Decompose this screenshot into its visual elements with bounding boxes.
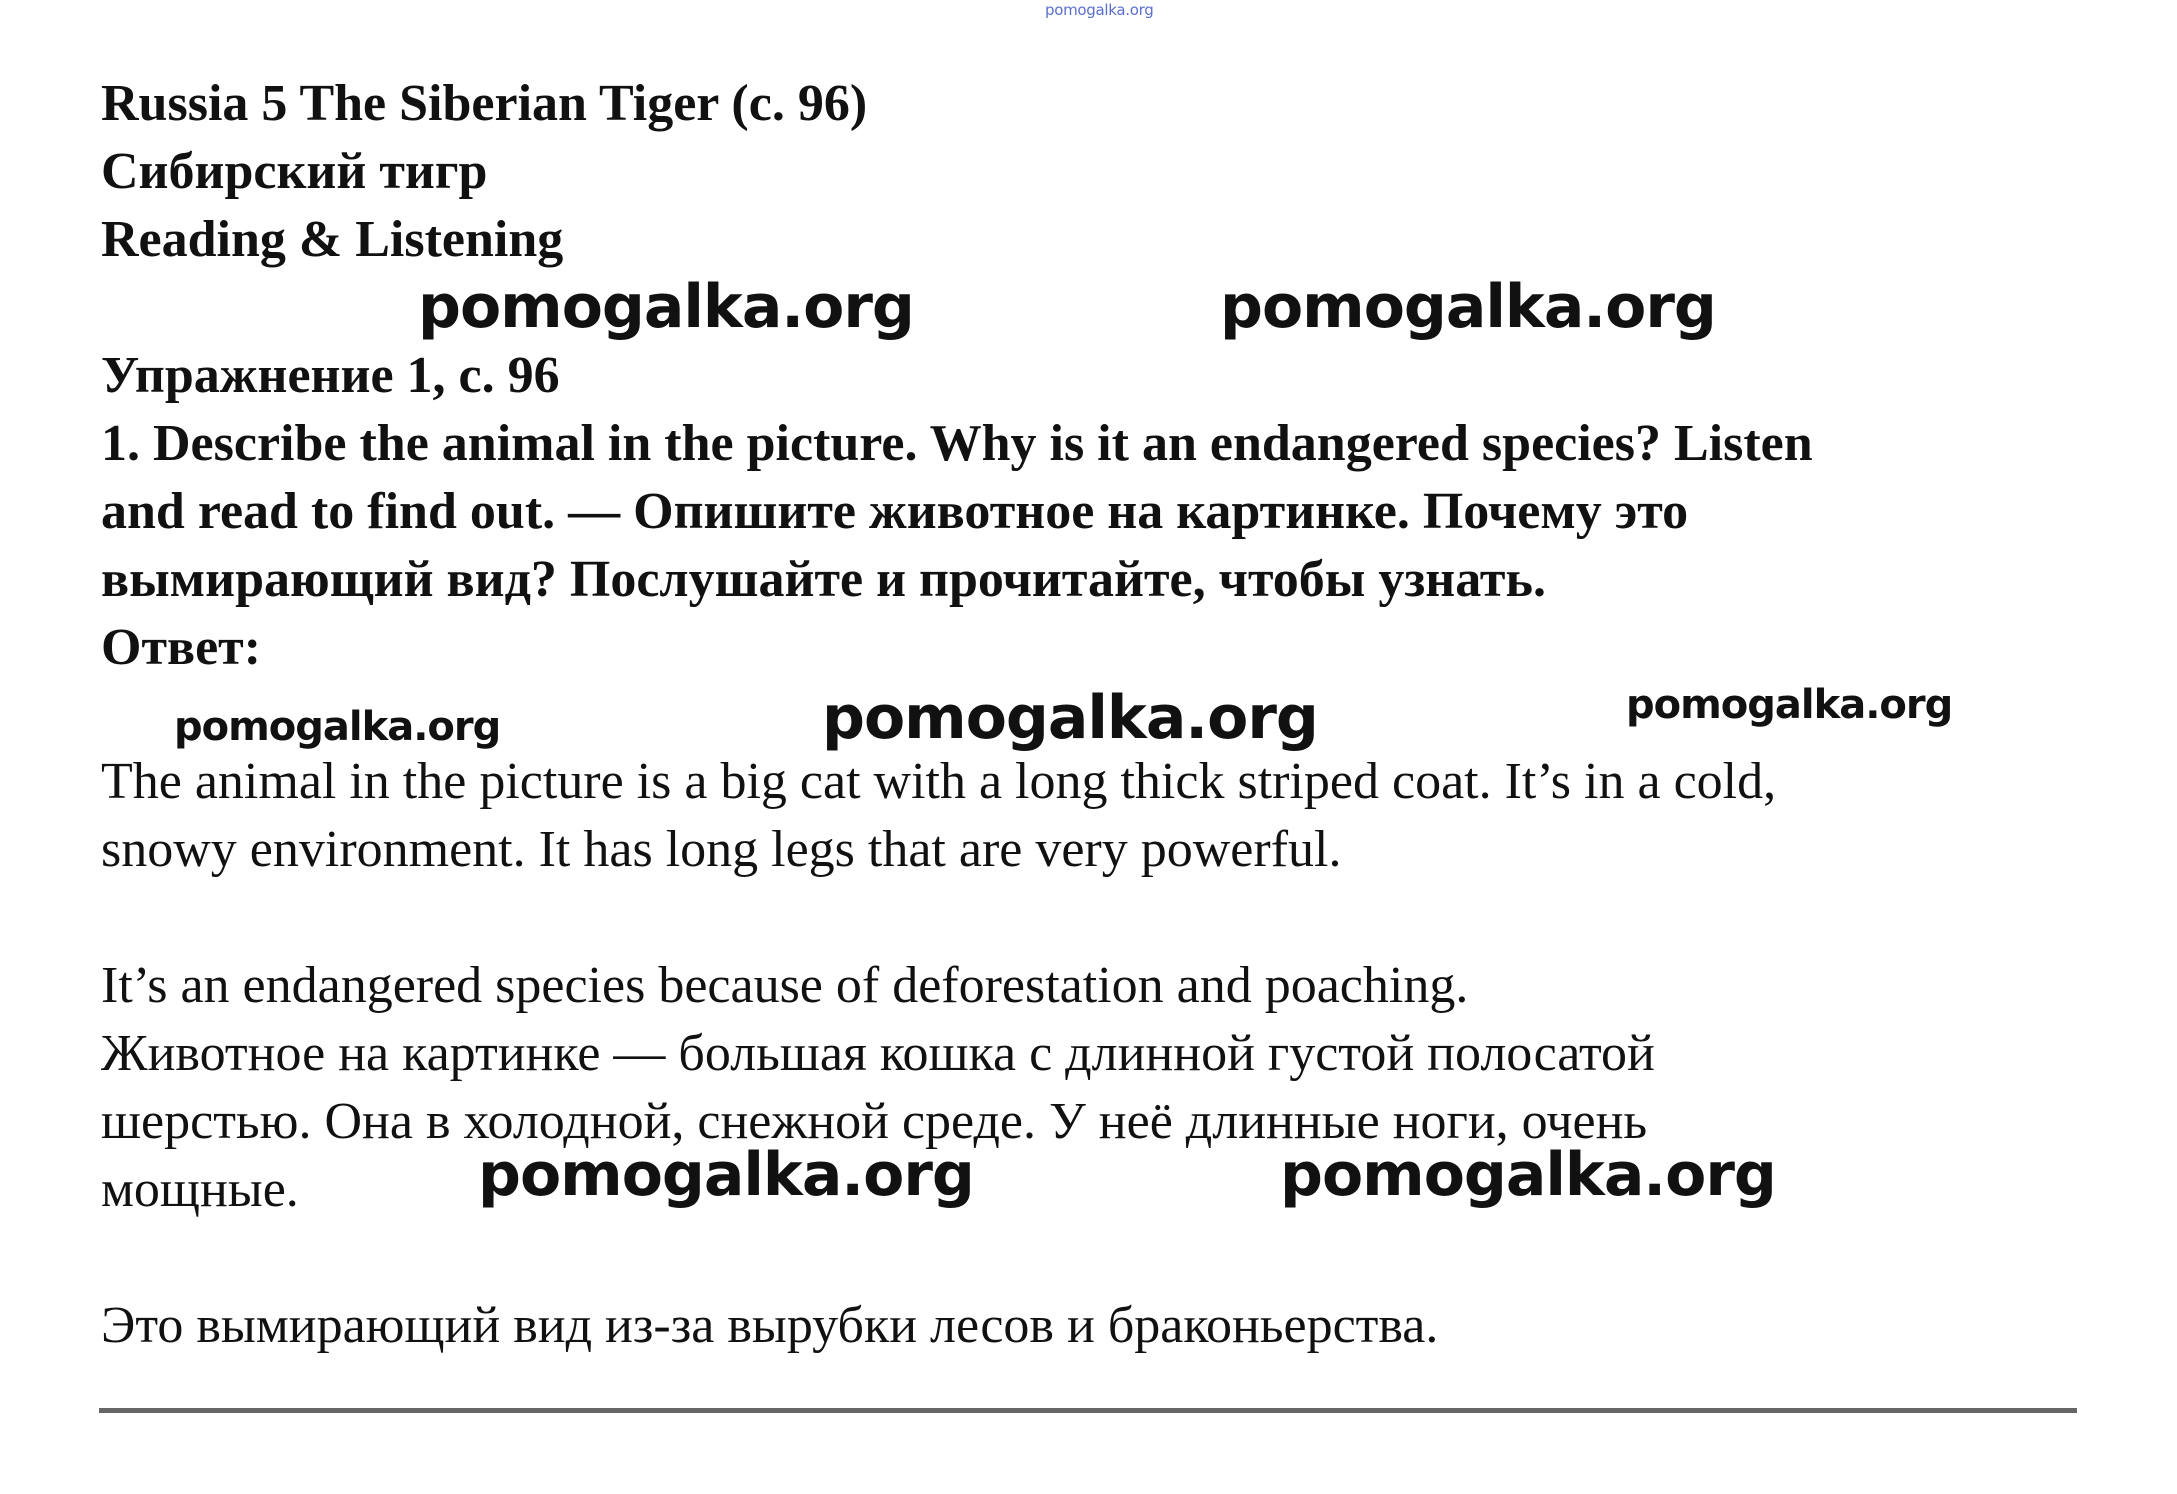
watermark: pomogalka.org [1626, 682, 1953, 728]
answer-line: snowy environment. It has long legs that are very powerful. [101, 821, 1342, 878]
exercise-label: Упражнение 1, с. 96 [101, 347, 560, 404]
page-subtitle: Сибирский тигр [101, 143, 488, 200]
answer-label: Ответ: [101, 619, 262, 676]
answer-line: Это вымирающий вид из-за вырубки лесов и браконьерства. [101, 1297, 1439, 1354]
watermark: pomogalka.org [478, 1140, 974, 1210]
answer-line: It’s an endangered species because of deforestation and poaching. [101, 957, 1469, 1014]
task-line: вымирающий вид? Послушайте и прочитайте, чтобы узнать. [101, 551, 1546, 608]
watermark: pomogalka.org [1280, 1140, 1776, 1210]
answer-line: The animal in the picture is a big cat with a long thick striped coat. It’s in a cold, [101, 753, 1777, 810]
watermark: pomogalka.org [822, 683, 1318, 753]
watermark: pomogalka.org [174, 704, 501, 750]
answer-line: Животное на картинке — большая кошка с длинной густой полосатой [101, 1025, 1655, 1082]
answer-line: мощные. [101, 1161, 299, 1218]
task-line: 1. Describe the animal in the picture. Why is it an endangered species? Listen [101, 415, 1813, 472]
top-watermark: pomogalka.org [1045, 1, 1154, 19]
watermark: pomogalka.org [1220, 272, 1716, 342]
watermark: pomogalka.org [418, 272, 914, 342]
bottom-divider [99, 1408, 2077, 1413]
task-line: and read to find out. — Опишите животное на картинке. Почему это [101, 483, 1689, 540]
answer-line: шерстью. Она в холодной, снежной среде. У неё длинные ноги, очень [101, 1093, 1648, 1150]
section-label: Reading & Listening [101, 211, 564, 268]
page-title: Russia 5 The Siberian Tiger (с. 96) [101, 75, 868, 132]
